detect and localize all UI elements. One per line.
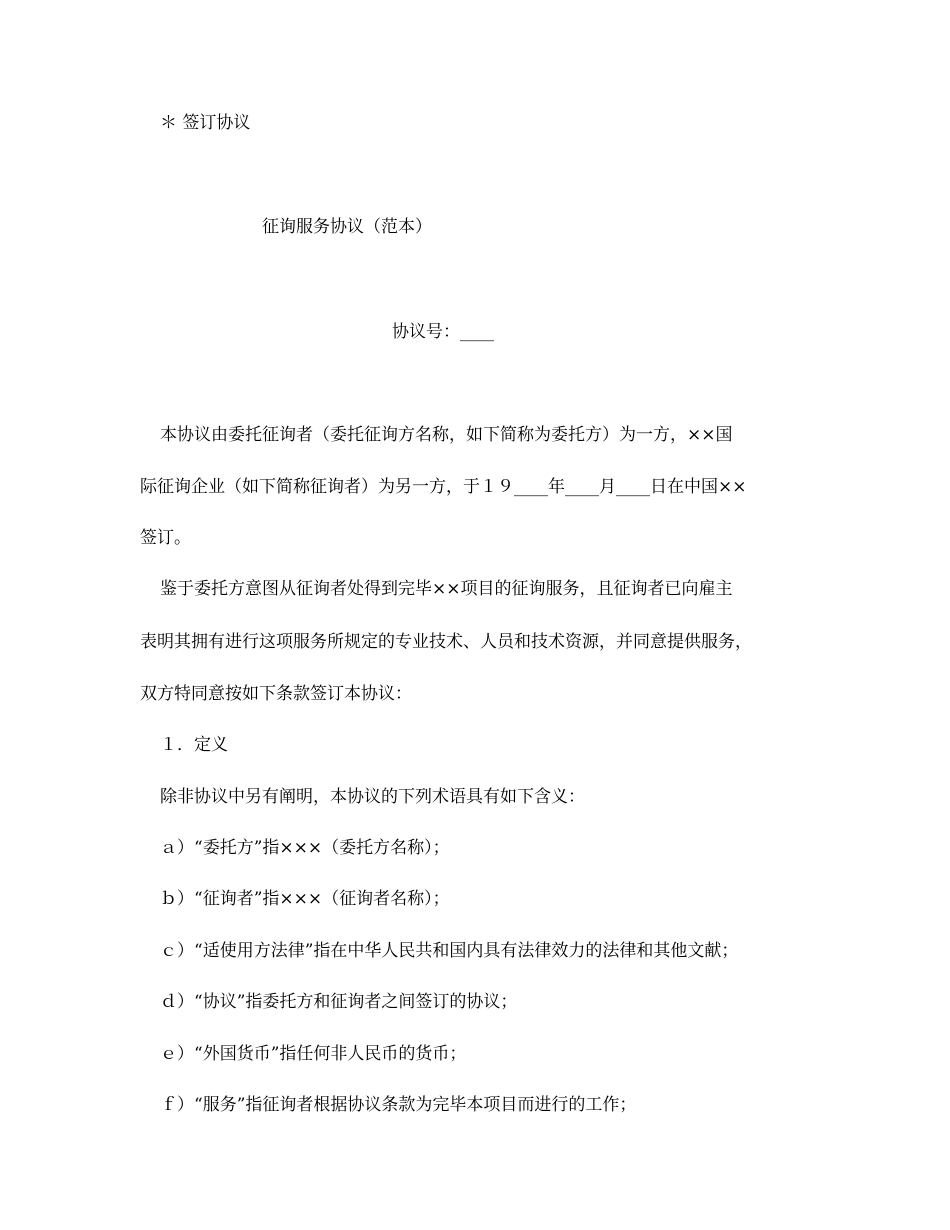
paragraph-line: 鉴于委托方意图从征询者处得到完毕××项目的征询服务，且征询者已向雇主 [160,579,733,599]
definition-item: ｂ）“征询者”指×××（征询者名称）； [160,889,450,909]
definitions-intro: 除非协议中另有阐明，本协议的下列术语具有如下含义： [160,787,585,807]
definition-item: ｃ）“适使用方法律”指在中华人民共和国内具有法律效力的法律和其他文献； [160,941,739,961]
definition-item: ａ）“委托方”指×××（委托方名称）； [160,838,450,858]
definition-item: ｄ）“协议”指委托方和征询者之间签订的协议； [160,992,518,1012]
agreement-number: 协议号：____ [392,322,494,342]
section-header: ＊ 签订协议 [160,113,251,133]
document-title: 征询服务协议（范本） [262,217,432,237]
paragraph-line: 表明其拥有进行这项服务所规定的专业技术、人员和技术资源，并同意提供服务， [140,632,752,652]
paragraph-line: 本协议由委托征询者（委托征询方名称，如下简称为委托方）为一方，××国 [160,425,733,445]
section-heading: １．定义 [160,735,228,755]
paragraph-line: 双方特同意按如下条款签订本协议： [140,684,412,704]
definition-item: ｆ）“服务”指征询者根据协议条款为完毕本项目而进行的工作； [160,1095,637,1115]
paragraph-line: 签订。 [140,528,191,548]
definition-item: ｅ）“外国货币”指任何非人民币的货币； [160,1044,467,1064]
paragraph-line: 际征询企业（如下简称征询者）为另一方，于１９____年____月____日在中国×× [140,477,747,497]
